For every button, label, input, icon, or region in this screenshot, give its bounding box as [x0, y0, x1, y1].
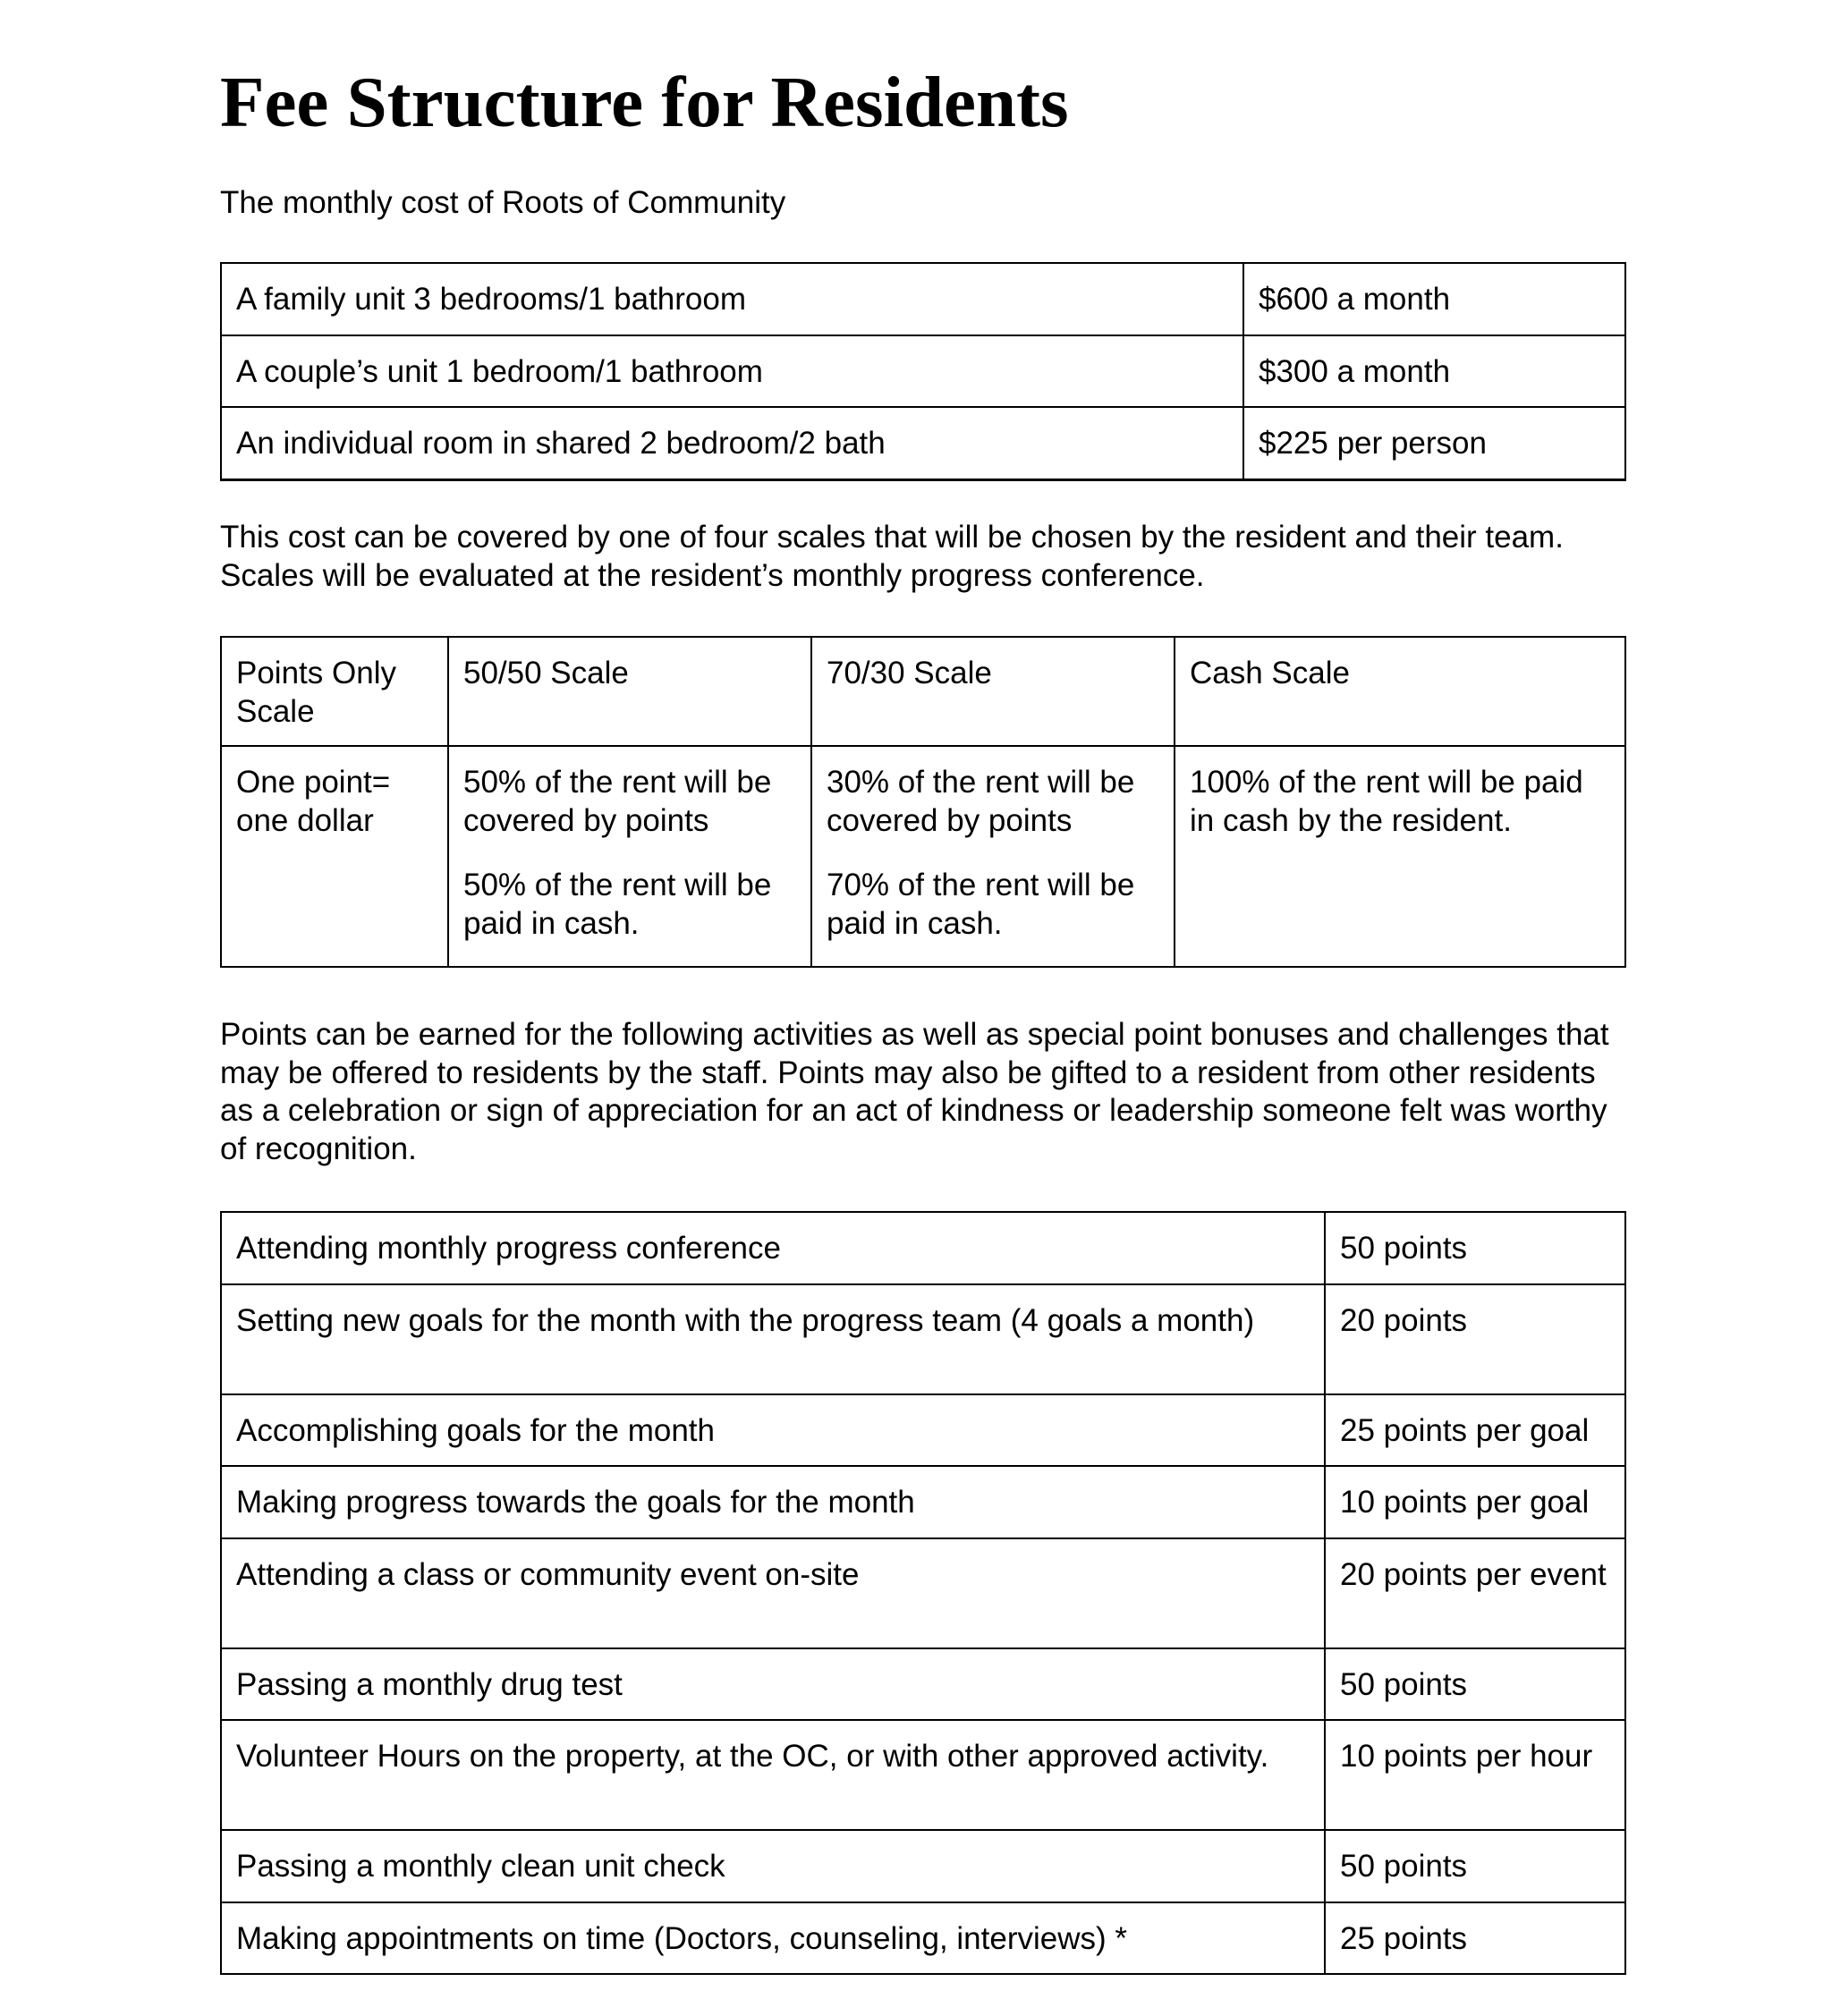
scale-detail-cell [221, 746, 448, 967]
scale-detail-text: 100% of the rent will be paid in cash by the resident. [1190, 765, 1583, 838]
points-cell: 50 points [1325, 1648, 1625, 1721]
table-row [221, 1212, 1625, 1284]
points-cell: 20 points per event [1325, 1538, 1625, 1648]
table-row [221, 1466, 1625, 1538]
scale-detail-cell [811, 746, 1175, 967]
table-header-row [221, 637, 1625, 746]
points-activities-table [220, 1211, 1626, 1975]
points-cell: 25 points [1325, 1902, 1625, 1975]
points-cell: 10 points per hour [1325, 1720, 1625, 1830]
scale-detail-text: 30% of the rent will be covered by points [827, 765, 1135, 838]
unit-cell: An individual room in shared 2 bedroom/2 bath [221, 407, 1243, 479]
table-row [221, 1538, 1625, 1648]
scale-name-cell: 50/50 Scale [448, 637, 811, 746]
cost-cell: $225 per person [1243, 407, 1625, 479]
unit-cost-table [220, 262, 1626, 481]
table-row [221, 407, 1625, 479]
scale-detail-text: 70% of the rent will be paid in cash. [827, 868, 1135, 941]
scale-detail-cell [448, 746, 811, 967]
activity-cell: Setting new goals for the month with the progress team (4 goals a month) [221, 1284, 1325, 1394]
table-row [221, 1902, 1625, 1975]
table-row [221, 263, 1625, 335]
scale-detail-text: 50% of the rent will be paid in cash. [463, 868, 772, 941]
scale-name-cell: Points Only Scale [221, 637, 448, 746]
activity-cell: Attending monthly progress conference [221, 1212, 1325, 1284]
table-row [221, 746, 1625, 967]
scale-detail-text: 50% of the rent will be covered by points [463, 765, 772, 838]
activity-cell: Passing a monthly drug test [221, 1648, 1325, 1721]
points-cell: 50 points [1325, 1212, 1625, 1284]
points-cell: 50 points [1325, 1830, 1625, 1902]
points-cell: 20 points [1325, 1284, 1625, 1394]
unit-cell: A family unit 3 bedrooms/1 bathroom [221, 263, 1243, 335]
scale-name-cell: 70/30 Scale [811, 637, 1175, 746]
page-title: Fee Structure for Residents [220, 62, 1069, 142]
cost-cell: $600 a month [1243, 263, 1625, 335]
scale-detail-cell [1175, 746, 1625, 967]
cost-cell: $300 a month [1243, 335, 1625, 408]
points-cell: 10 points per goal [1325, 1466, 1625, 1538]
table-row [221, 1648, 1625, 1721]
table-row [221, 1394, 1625, 1467]
table-row [221, 1720, 1625, 1830]
scales-intro-text: This cost can be covered by one of four scales that will be chosen by the resident and their team. Scales will be evaluated at the resident’s monthly progress conference. [220, 520, 1564, 593]
activity-cell: Accomplishing goals for the month [221, 1394, 1325, 1467]
activity-cell: Attending a class or community event on-site [221, 1538, 1325, 1648]
unit-cell: A couple’s unit 1 bedroom/1 bathroom [221, 335, 1243, 408]
payment-scales-table [220, 636, 1626, 968]
activity-cell: Making progress towards the goals for the month [221, 1466, 1325, 1538]
table-row [221, 1284, 1625, 1394]
intro-text: The monthly cost of Roots of Community [220, 185, 786, 220]
activity-cell: Volunteer Hours on the property, at the OC, or with other approved activity. [221, 1720, 1325, 1830]
table-row [221, 1830, 1625, 1902]
points-intro-text: Points can be earned for the following activities as well as special point bonuses and challenges that may be offered to residents by the staff. Points may also be gifted to a resident from other residents as a celebration or sign of appreciation for an act of kindness or leadership someone felt was worthy of recognition. [220, 1017, 1609, 1166]
scale-name-cell: Cash Scale [1175, 637, 1625, 746]
scale-detail-text: One point= one dollar [236, 765, 391, 838]
table-row [221, 335, 1625, 408]
activity-cell: Making appointments on time (Doctors, counseling, interviews) * [221, 1902, 1325, 1975]
points-cell: 25 points per goal [1325, 1394, 1625, 1467]
activity-cell: Passing a monthly clean unit check [221, 1830, 1325, 1902]
